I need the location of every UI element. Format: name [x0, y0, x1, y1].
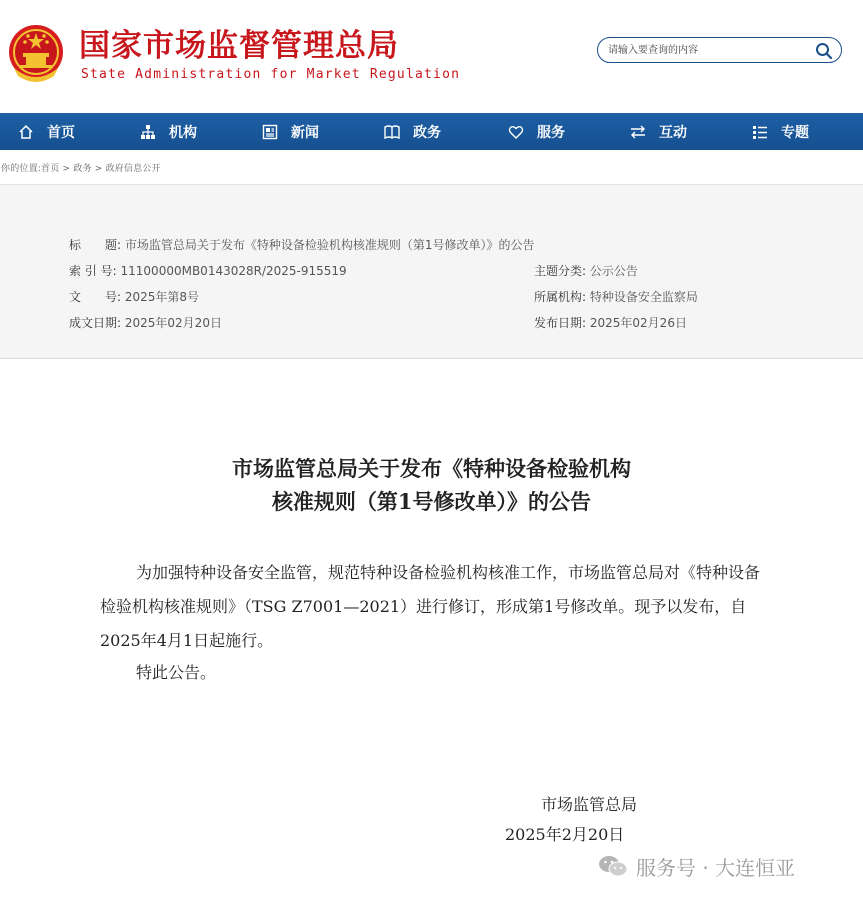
meta-date-label: 成文日期: — [69, 316, 122, 330]
heart-icon — [508, 124, 524, 140]
breadcrumb-item-disclosure[interactable]: 政府信息公开 — [105, 164, 161, 174]
wechat-icon — [598, 854, 628, 878]
search-box — [597, 37, 842, 63]
breadcrumb-separator: > — [94, 164, 103, 174]
main-nav — [0, 113, 863, 150]
meta-title-value: 市场监管总局关于发布《特种设备检验机构核准规则（第1号修改单）》的公告 — [124, 238, 535, 252]
site-title-en: State Administration for Market Regulation — [81, 67, 461, 82]
nav-label: 首页 — [47, 124, 75, 141]
meta-title-label: 标 题: — [69, 238, 122, 252]
nav-item-news[interactable] — [262, 113, 319, 150]
nav-item-service[interactable] — [508, 113, 565, 150]
meta-org-label: 所属机构: — [534, 290, 587, 304]
article-title — [0, 452, 863, 518]
article-paragraph: 为加强特种设备安全监管，规范特种设备检验机构核准工作，市场监管总局对《特种设备检验机构核准规则》（TSG Z7001—2021）进行修订，形成第1号修改单。现予以发布，自2025年4月1日起施行。 — [100, 563, 761, 650]
nav-label: 机构 — [169, 124, 197, 141]
org-chart-icon — [140, 124, 156, 140]
meta-docno-value: 2025年第8号 — [124, 290, 200, 304]
news-icon — [262, 124, 278, 140]
site-header — [0, 0, 863, 113]
meta-index-row — [69, 262, 347, 280]
meta-index-value: 11100000MB0143028R/2025-915519 — [120, 264, 347, 278]
nav-item-interact[interactable] — [630, 113, 687, 150]
nav-item-org[interactable] — [140, 113, 197, 150]
breadcrumb — [1, 161, 161, 174]
breadcrumb-prefix: 你的位置: — [1, 164, 42, 174]
wechat-watermark — [598, 852, 795, 880]
article-signer: 市场监管总局 — [541, 795, 638, 814]
exchange-arrows-icon — [630, 124, 646, 140]
site-title-cn[interactable]: 国家市场监督管理总局 — [79, 28, 399, 64]
article-title-line1: 市场监管总局关于发布《特种设备检验机构 — [232, 456, 631, 481]
national-emblem-icon[interactable] — [6, 24, 66, 86]
meta-topic-label: 主题分类: — [534, 264, 587, 278]
search-input[interactable] — [608, 41, 808, 59]
meta-date-row — [69, 314, 222, 332]
watermark-text: 服务号 · 大连恒亚 — [636, 855, 796, 880]
breadcrumb-item-affairs[interactable]: 政务 — [73, 164, 92, 174]
nav-item-home[interactable] — [18, 113, 75, 150]
meta-topic-row — [534, 262, 638, 280]
home-icon — [18, 124, 34, 140]
meta-docno-label: 文 号: — [69, 290, 122, 304]
nav-label: 互动 — [659, 124, 687, 141]
meta-pubdate-row — [534, 314, 687, 332]
meta-org-row — [534, 288, 698, 306]
meta-pubdate-value: 2025年02月26日 — [589, 316, 687, 330]
breadcrumb-item-home[interactable]: 首页 — [41, 164, 60, 174]
grid-list-icon — [752, 124, 768, 140]
meta-docno-row — [69, 288, 199, 306]
document-meta-panel — [0, 184, 863, 359]
nav-label: 服务 — [537, 124, 565, 141]
nav-item-topics[interactable] — [752, 113, 809, 150]
nav-label: 新闻 — [291, 124, 319, 141]
breadcrumb-separator: > — [62, 164, 71, 174]
meta-date-value: 2025年02月20日 — [124, 316, 222, 330]
article-title-line2: 核准规则（第1号修改单）》的公告 — [271, 489, 592, 514]
nav-label: 专题 — [781, 124, 809, 141]
book-icon — [384, 124, 400, 140]
meta-org-value: 特种设备安全监察局 — [589, 290, 698, 304]
meta-topic-value: 公示公告 — [589, 264, 638, 278]
article-closing: 特此公告。 — [136, 663, 217, 682]
meta-index-label: 索 引 号: — [69, 264, 117, 278]
meta-title-row — [69, 236, 535, 254]
nav-item-affairs[interactable] — [384, 113, 441, 150]
meta-pubdate-label: 发布日期: — [534, 316, 587, 330]
search-icon[interactable] — [815, 42, 833, 60]
article-sign-date: 2025年2月20日 — [505, 825, 625, 844]
nav-label: 政务 — [413, 124, 441, 141]
